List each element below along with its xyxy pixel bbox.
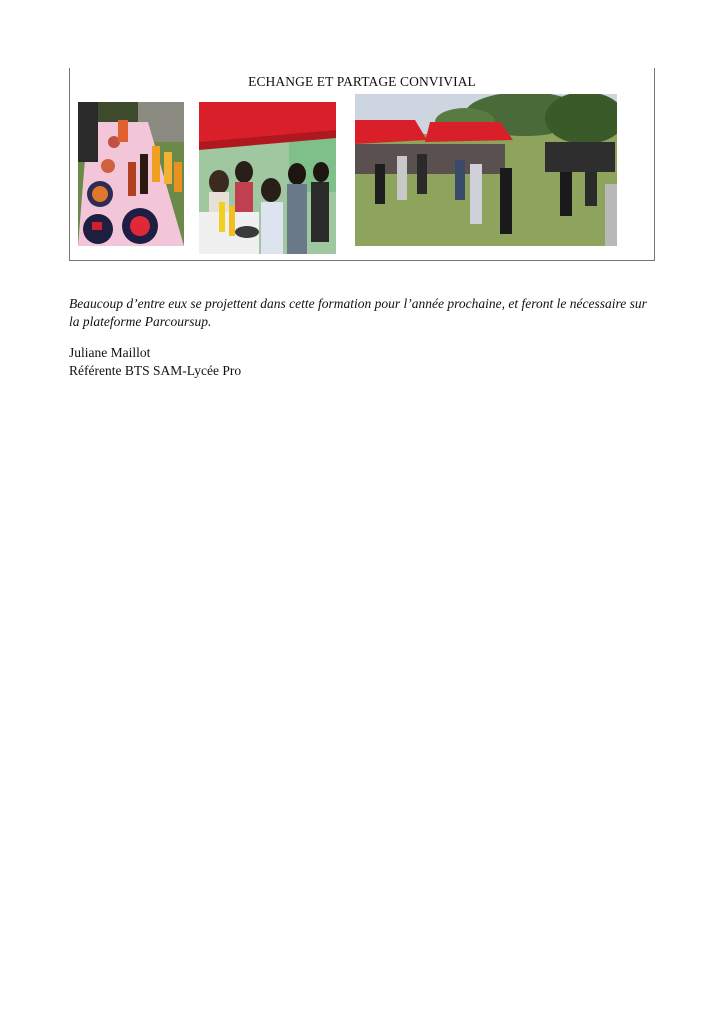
section-title: ECHANGE ET PARTAGE CONVIVIAL xyxy=(248,74,476,89)
food-table-photo xyxy=(78,102,184,246)
photo-section xyxy=(69,68,655,261)
body-paragraph: Beaucoup d’entre eux se projettent dans cette formation pour l’année prochaine, et feront le nécessaire sur la plateforme Parcoursup. xyxy=(69,296,647,329)
signature-block xyxy=(69,344,241,380)
signature-role: Référente BTS SAM-Lycée Pro xyxy=(69,363,242,378)
outdoor-event-photo xyxy=(355,94,617,246)
crowd-under-tent-photo xyxy=(199,102,336,254)
signature-name: Juliane Maillot xyxy=(69,345,151,360)
